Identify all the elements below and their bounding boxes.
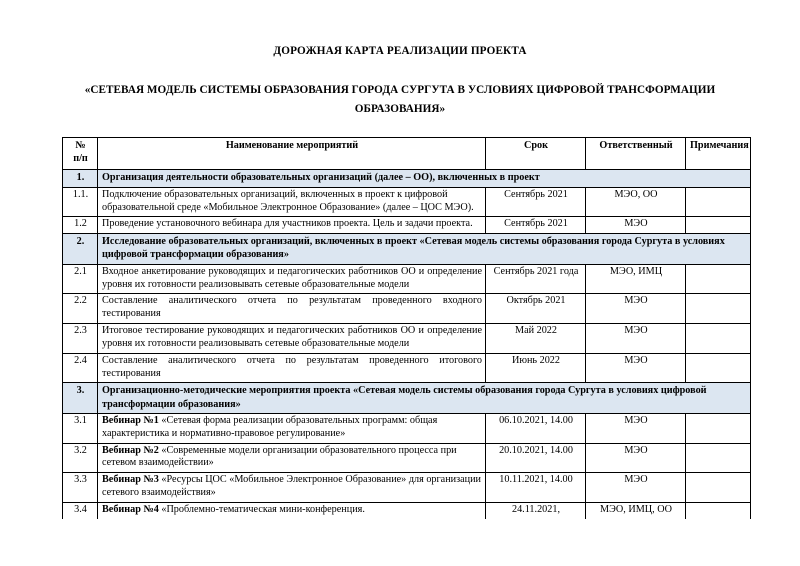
row-name-text: «Сетевая форма реализации образовательных программ: общая характеристика и нормативно-правовое регулирование»: [102, 414, 438, 439]
row-name: [98, 473, 486, 503]
table-row: [63, 264, 751, 294]
row-note: [686, 217, 751, 234]
row-number: 3.1: [63, 413, 98, 443]
section-number: 2.: [63, 234, 98, 265]
row-name: Проведение установочного вебинара для участников проекта. Цель и задачи проекта.: [98, 217, 486, 234]
row-name-text: «Ресурсы ЦОС «Мобильное Электронное Образование» для организации сетевого взаимодействия»: [102, 474, 482, 499]
table-row: [63, 187, 751, 217]
section-header-row: [63, 234, 751, 265]
section-number: 1.: [63, 170, 98, 187]
row-number: 1.1.: [63, 187, 98, 217]
row-responsible: МЭО: [586, 473, 686, 503]
row-term: Сентябрь 2021: [486, 187, 586, 217]
row-responsible: МЭО: [586, 353, 686, 383]
section-header-row: [63, 383, 751, 414]
section-heading: Исследование образовательных организаций, включенных в проект «Сетевая модель системы образования города Сургута в условиях цифровой трансформации образования»: [98, 234, 751, 265]
row-term: Сентябрь 2021 года: [486, 264, 586, 294]
row-responsible: МЭО: [586, 294, 686, 324]
row-number: 2.4: [63, 353, 98, 383]
column-header-responsible: Ответственный: [586, 138, 686, 170]
row-number: 2.1: [63, 264, 98, 294]
row-note: [686, 353, 751, 383]
row-number: 3.3: [63, 473, 98, 503]
table-row: [63, 503, 751, 519]
row-name-text: «Современные модели организации образовательного процесса при сетевом взаимодействии»: [102, 444, 457, 469]
column-header-number-line2: п/п: [73, 153, 88, 165]
row-note: [686, 264, 751, 294]
row-name-prefix: Вебинар №3: [102, 474, 159, 486]
row-name: Составление аналитического отчета по результатам проведенного итогового тестирования: [98, 353, 486, 383]
section-header-row: [63, 170, 751, 187]
section-number: 3.: [63, 383, 98, 414]
column-header-term: Срок: [486, 138, 586, 170]
page-title: ДОРОЖНАЯ КАРТА РЕАЛИЗАЦИИ ПРОЕКТА: [273, 45, 527, 57]
page-subtitle: «СЕТЕВАЯ МОДЕЛЬ СИСТЕМЫ ОБРАЗОВАНИЯ ГОРОДА СУРГУТА В УСЛОВИЯХ ЦИФРОВОЙ ТРАНСФОРМАЦИИ ОБРАЗОВАНИЯ»: [84, 84, 716, 115]
row-number: 3.2: [63, 443, 98, 473]
table-row: [63, 473, 751, 503]
section-heading: Организация деятельности образовательных организаций (далее – ОО), включенных в проект: [98, 170, 751, 187]
row-name: Подключение образовательных организаций, включенных в проект к цифровой образовательной среде «Мобильное Электронное Образование» (далее – ЦОС МЭО).: [98, 187, 486, 217]
row-number: 2.3: [63, 324, 98, 354]
row-name: Составление аналитического отчета по результатам проведенного входного тестирования: [98, 294, 486, 324]
row-term: 10.11.2021, 14.00: [486, 473, 586, 503]
row-responsible: МЭО: [586, 443, 686, 473]
row-responsible: МЭО, ИМЦ: [586, 264, 686, 294]
row-number: 2.2: [63, 294, 98, 324]
row-term: 06.10.2021, 14.00: [486, 413, 586, 443]
row-number: 3.4: [63, 503, 98, 519]
row-name-prefix: Вебинар №2: [102, 444, 159, 456]
row-responsible: МЭО: [586, 217, 686, 234]
row-name: [98, 443, 486, 473]
table-row: [63, 294, 751, 324]
table-row: [63, 217, 751, 234]
row-term: Май 2022: [486, 324, 586, 354]
table-header-row: [63, 138, 751, 170]
row-note: [686, 443, 751, 473]
row-term: Октябрь 2021: [486, 294, 586, 324]
column-header-notes: Примечания: [686, 138, 751, 170]
row-note: [686, 473, 751, 503]
table-row: [63, 324, 751, 354]
row-name-text: «Проблемно-тематическая мини-конференция.: [158, 504, 365, 515]
row-name: [98, 503, 486, 519]
column-header-number-line1: №: [75, 140, 86, 152]
row-note: [686, 324, 751, 354]
row-term: 24.11.2021,: [486, 503, 586, 519]
table-row: [63, 443, 751, 473]
row-number: 1.2: [63, 217, 98, 234]
row-name: Итоговое тестирование руководящих и педагогических работников ОО и определение уровня их готовности реализовывать сетевые образовательные модели: [98, 324, 486, 354]
row-responsible: МЭО: [586, 413, 686, 443]
row-name: Входное анкетирование руководящих и педагогических работников ОО и определение уровня их готовности реализовывать сетевые образовательные модели: [98, 264, 486, 294]
row-responsible: МЭО: [586, 324, 686, 354]
row-note: [686, 413, 751, 443]
row-term: 20.10.2021, 14.00: [486, 443, 586, 473]
row-term: Сентябрь 2021: [486, 217, 586, 234]
column-header-number: [63, 138, 98, 170]
roadmap-table: [62, 137, 751, 518]
row-name-prefix: Вебинар №4: [102, 504, 159, 515]
table-row: [63, 413, 751, 443]
row-name-prefix: Вебинар №1: [102, 414, 159, 426]
section-heading: Организационно-методические мероприятия проекта «Сетевая модель системы образования города Сургута в условиях цифровой трансформации образования»: [98, 383, 751, 414]
table-body: [63, 138, 751, 519]
row-term: Июнь 2022: [486, 353, 586, 383]
row-note: [686, 187, 751, 217]
table-row: [63, 353, 751, 383]
row-responsible: МЭО, ОО: [586, 187, 686, 217]
row-note: [686, 294, 751, 324]
row-note: [686, 503, 751, 519]
column-header-name: Наименование мероприятий: [98, 138, 486, 170]
row-responsible: МЭО, ИМЦ, ОО: [586, 503, 686, 519]
row-name: [98, 413, 486, 443]
